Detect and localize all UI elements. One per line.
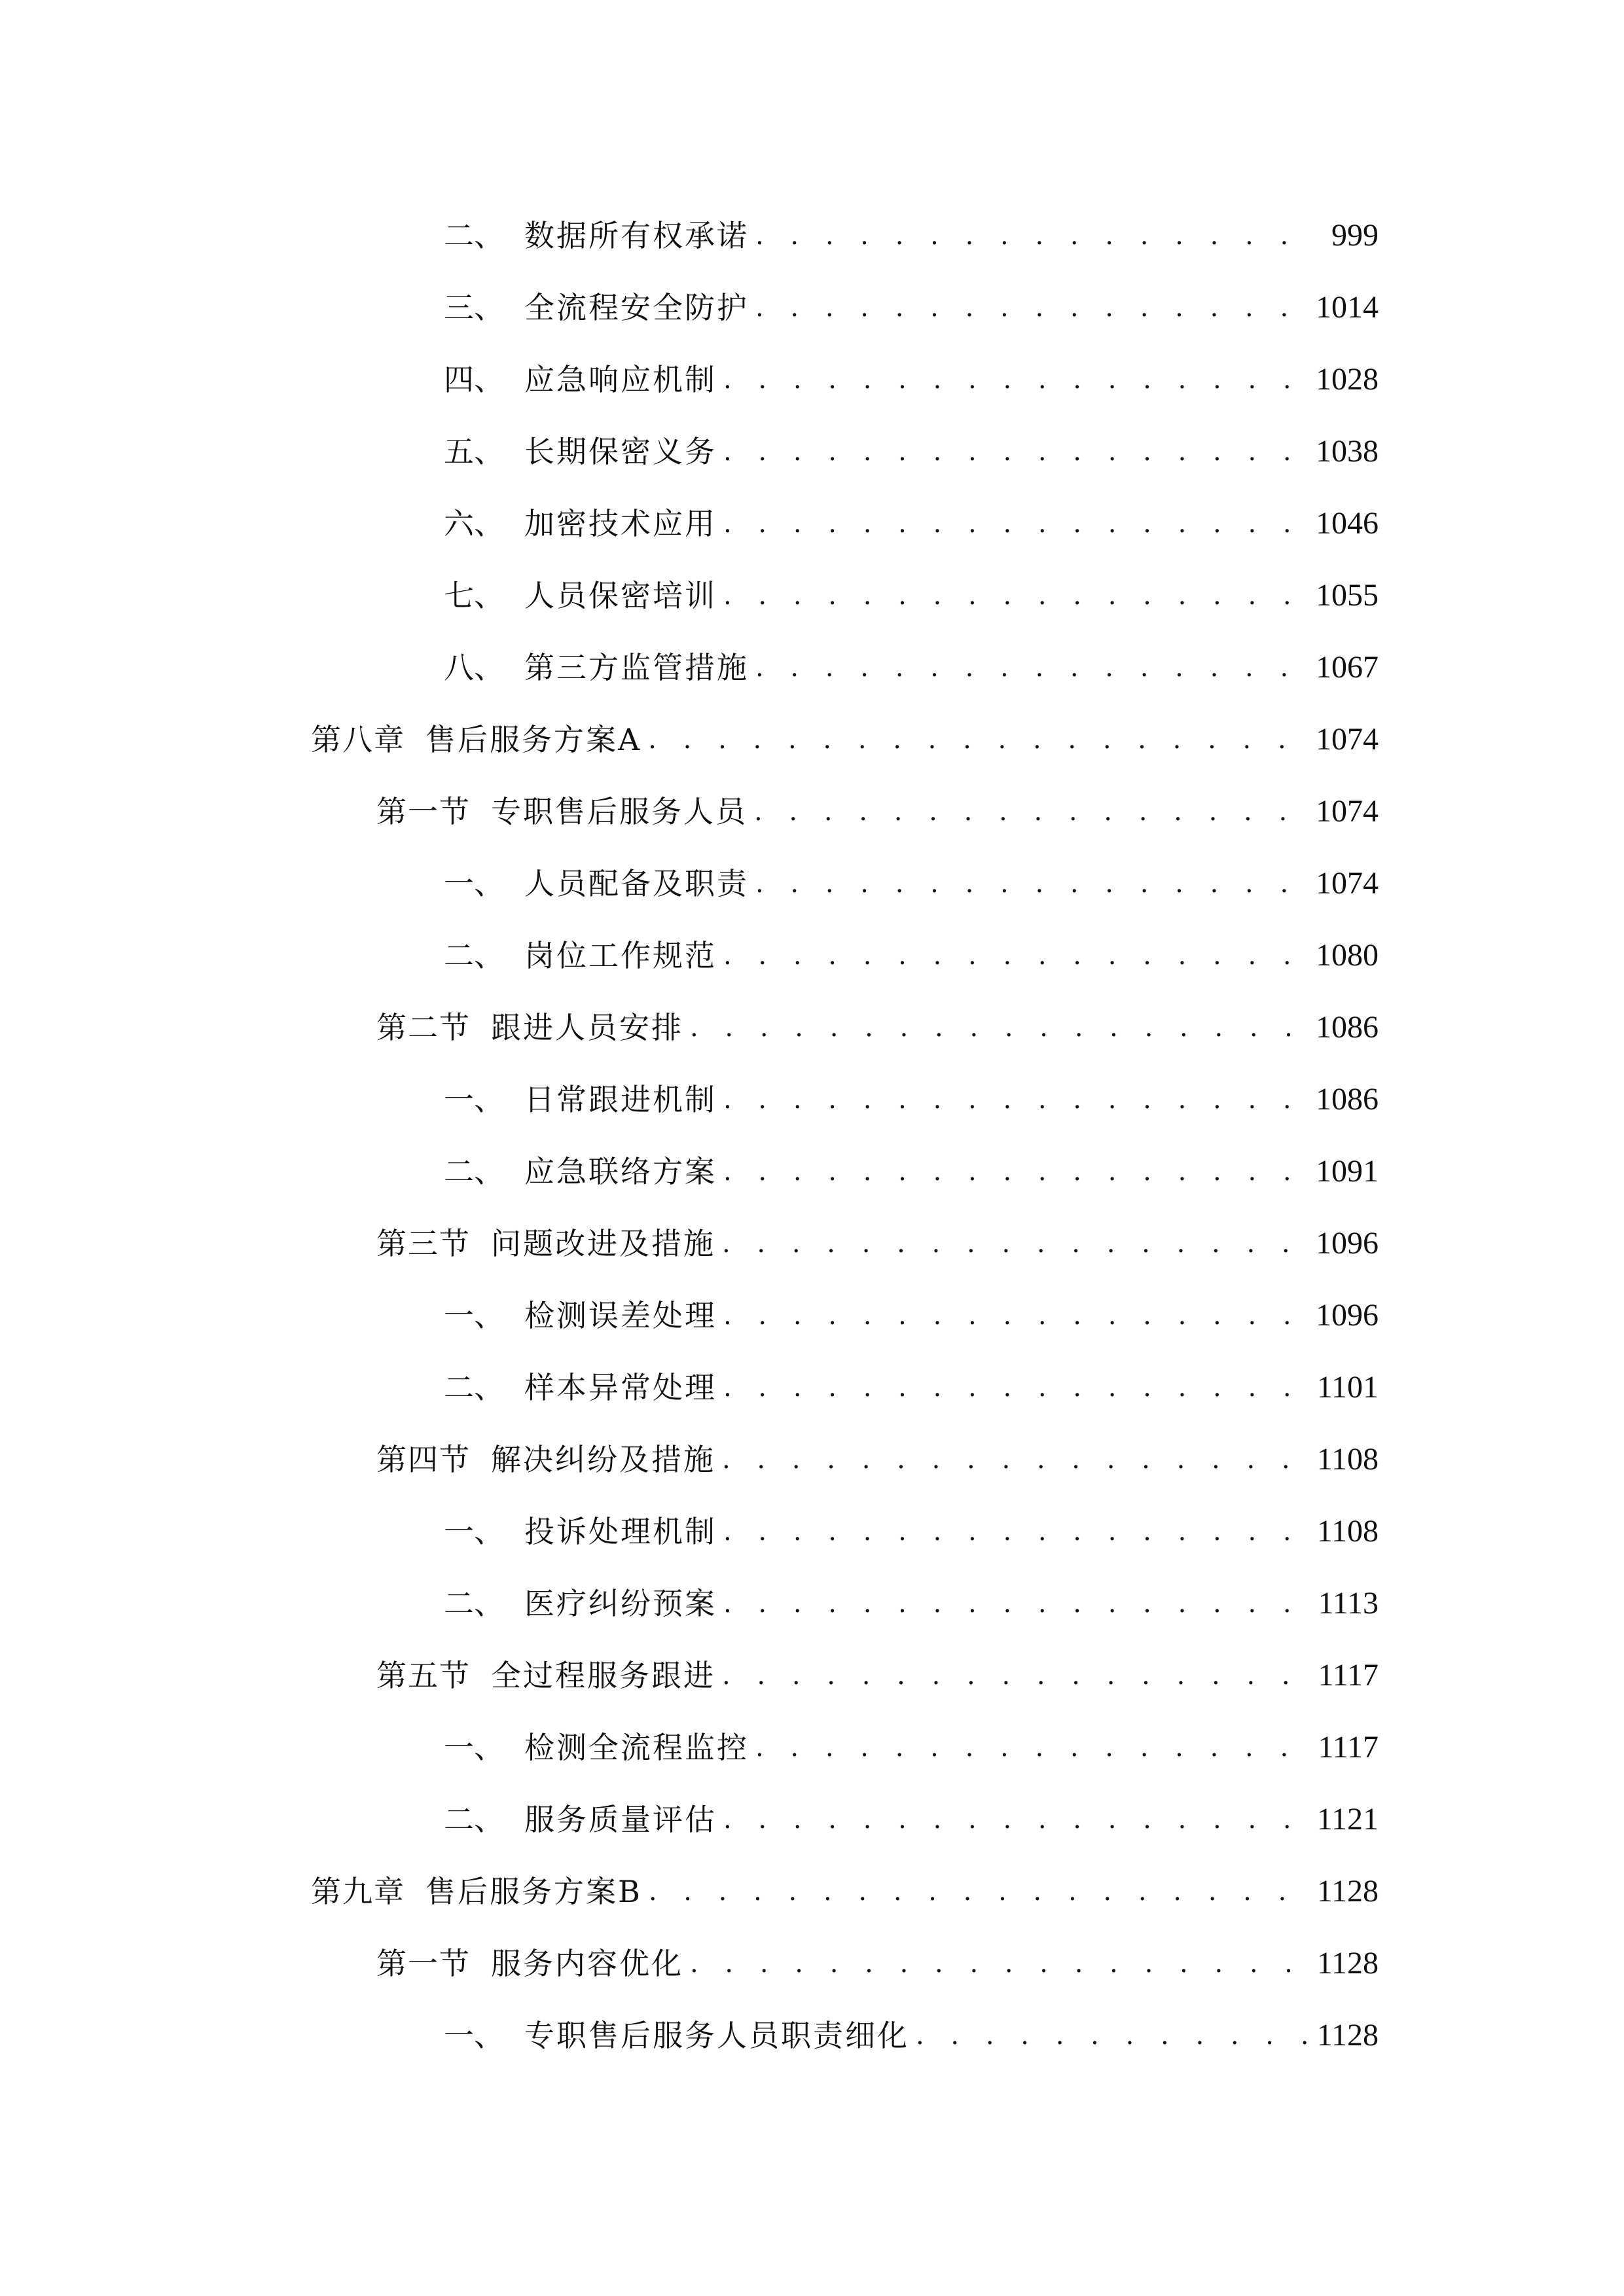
toc-entry-title: 解决纠纷及措施 (491, 1442, 715, 1477)
toc-entry[interactable] (0, 848, 1624, 920)
toc-entry[interactable] (0, 272, 1624, 344)
toc-entry-number: 第二节 (376, 1010, 471, 1045)
toc-entry-page: 1080 (1316, 938, 1379, 973)
toc-leader-dots (723, 560, 1309, 632)
toc-leader-dots (723, 920, 1309, 992)
toc-entry[interactable] (0, 200, 1624, 272)
toc-entry-title: 服务内容优化 (491, 1946, 683, 1981)
toc-entry-title: 人员保密培训 (524, 578, 717, 613)
toc-entry[interactable] (0, 1136, 1624, 1208)
toc-entry-page: 1055 (1316, 578, 1379, 613)
toc-entry-number: 六、 (444, 506, 504, 541)
toc-leader-dots (723, 416, 1309, 488)
toc-chapter-entry[interactable] (0, 704, 1624, 776)
toc-leader-dots (755, 632, 1309, 704)
toc-entry-number: 第三节 (376, 1226, 471, 1261)
toc-entry-title: 售后服务方案B (425, 1874, 642, 1909)
toc-section-entry[interactable] (0, 1424, 1624, 1496)
toc-entry-number: 一、 (444, 866, 504, 901)
toc-entry-page: 1086 (1316, 1082, 1379, 1117)
toc-entry-page: 999 (1331, 218, 1379, 253)
toc-entry-number: 二、 (444, 1154, 504, 1189)
toc-entry-title: 应急联络方案 (524, 1154, 717, 1189)
toc-entry-title: 问题改进及措施 (491, 1226, 715, 1261)
toc-entry-number: 二、 (444, 1586, 504, 1621)
toc-section-entry[interactable] (0, 1928, 1624, 2000)
toc-entry-title: 跟进人员安排 (491, 1010, 683, 1045)
toc-leader-dots (723, 1352, 1309, 1424)
toc-entry-page: 1091 (1316, 1154, 1379, 1189)
toc-entry-title: 全过程服务跟进 (491, 1658, 715, 1693)
toc-entry-number: 第九章 (311, 1874, 405, 1909)
toc-entry-page: 1074 (1316, 794, 1379, 829)
toc-entry-number: 一、 (444, 1082, 504, 1117)
toc-entry[interactable] (0, 1352, 1624, 1424)
toc-leader-dots (723, 1496, 1309, 1568)
toc-entry[interactable] (0, 1784, 1624, 1856)
toc-entry-title: 全流程安全防护 (524, 290, 749, 325)
toc-entry[interactable] (0, 1280, 1624, 1352)
toc-entry-page: 1117 (1318, 1658, 1379, 1693)
toc-leader-dots (723, 344, 1309, 416)
toc-entry-page: 1038 (1316, 434, 1379, 469)
toc-entry-page: 1128 (1316, 1946, 1379, 1981)
toc-entry[interactable] (0, 1064, 1624, 1136)
toc-entry-title: 长期保密义务 (524, 434, 717, 469)
toc-entry-title: 专职售后服务人员 (491, 794, 748, 829)
toc-entry-page: 1108 (1316, 1514, 1379, 1549)
toc-entry-number: 二、 (444, 938, 504, 973)
toc-entry-number: 七、 (444, 578, 504, 613)
toc-entry-page: 1101 (1316, 1370, 1379, 1405)
toc-entry-number: 四、 (444, 362, 504, 397)
toc-entry-title: 应急响应机制 (524, 362, 717, 397)
toc-section-entry[interactable] (0, 1640, 1624, 1712)
toc-section-entry[interactable] (0, 992, 1624, 1064)
toc-leader-dots (755, 1712, 1309, 1784)
toc-leader-dots (649, 1856, 1309, 1928)
toc-entry-number: 第一节 (376, 1946, 471, 1981)
toc-section-entry[interactable] (0, 776, 1624, 848)
toc-section-entry[interactable] (0, 1208, 1624, 1280)
toc-entry-page: 1086 (1316, 1010, 1379, 1045)
toc-entry-page: 1046 (1316, 506, 1379, 541)
toc-entry-number: 第一节 (376, 794, 471, 829)
toc-entry-title: 加密技术应用 (524, 506, 717, 541)
toc-entry-title: 投诉处理机制 (524, 1514, 717, 1549)
toc-entry[interactable] (0, 560, 1624, 632)
toc-entry-page: 1028 (1316, 362, 1379, 397)
toc-entry-title: 医疗纠纷预案 (524, 1586, 717, 1621)
toc-entry-number: 二、 (444, 1802, 504, 1837)
toc-entry-page: 1014 (1316, 290, 1379, 325)
toc-entry-page: 1067 (1316, 650, 1379, 685)
toc-leader-dots (755, 200, 1309, 272)
toc-leader-dots (723, 1784, 1309, 1856)
toc-entry-number: 八、 (444, 650, 504, 685)
toc-entry-number: 第八章 (311, 722, 405, 757)
toc-leader-dots (723, 1280, 1309, 1352)
toc-entry-number: 第五节 (376, 1658, 471, 1693)
toc-entry-page: 1074 (1316, 722, 1379, 757)
toc-entry-page: 1096 (1316, 1298, 1379, 1333)
toc-entry-number: 一、 (444, 2018, 504, 2053)
toc-entry-title: 第三方监管措施 (524, 650, 749, 685)
toc-leader-dots (722, 1208, 1309, 1280)
toc-entry-number: 三、 (444, 290, 504, 325)
toc-entry-page: 1108 (1316, 1442, 1379, 1477)
toc-entry-page: 1121 (1316, 1802, 1379, 1837)
toc-entry-number: 第四节 (376, 1442, 471, 1477)
toc-entry-title: 岗位工作规范 (524, 938, 717, 973)
toc-leader-dots (916, 2000, 1309, 2072)
toc-entry-title: 数据所有权承诺 (524, 218, 749, 253)
toc-entry-title: 检测误差处理 (524, 1298, 717, 1333)
toc-entry-title: 检测全流程监控 (524, 1730, 749, 1765)
toc-entry-number: 一、 (444, 1730, 504, 1765)
toc-leader-dots (754, 776, 1309, 848)
toc-entry-page: 1128 (1316, 2018, 1379, 2053)
toc-leader-dots (648, 704, 1309, 776)
toc-entry-page: 1113 (1318, 1586, 1379, 1621)
toc-entry[interactable] (0, 416, 1624, 488)
toc-entry-title: 样本异常处理 (524, 1370, 717, 1405)
toc-leader-dots (722, 1640, 1309, 1712)
toc-leader-dots (755, 272, 1309, 344)
toc-entry-title: 售后服务方案A (425, 722, 642, 757)
toc-entry-page: 1096 (1316, 1226, 1379, 1261)
toc-entry[interactable] (0, 488, 1624, 560)
toc-entry-page: 1128 (1316, 1874, 1379, 1909)
toc-entry-page: 1117 (1318, 1730, 1379, 1765)
toc-chapter-entry[interactable] (0, 1856, 1624, 1928)
toc-entry[interactable] (0, 344, 1624, 416)
table-of-contents (0, 200, 1624, 2072)
toc-entry[interactable] (0, 632, 1624, 704)
toc-leader-dots (690, 992, 1309, 1064)
toc-entry-title: 专职售后服务人员职责细化 (524, 2018, 909, 2053)
toc-entry-number: 五、 (444, 434, 504, 469)
toc-entry[interactable] (0, 920, 1624, 992)
toc-entry[interactable] (0, 2000, 1624, 2072)
toc-leader-dots (755, 848, 1309, 920)
toc-entry-number: 一、 (444, 1298, 504, 1333)
toc-entry[interactable] (0, 1712, 1624, 1784)
toc-entry-title: 日常跟进机制 (524, 1082, 717, 1117)
toc-entry[interactable] (0, 1496, 1624, 1568)
toc-entry-number: 一、 (444, 1514, 504, 1549)
toc-leader-dots (723, 1064, 1309, 1136)
toc-entry-page: 1074 (1316, 866, 1379, 901)
toc-leader-dots (723, 488, 1309, 560)
toc-leader-dots (722, 1424, 1309, 1496)
toc-entry-title: 服务质量评估 (524, 1802, 717, 1837)
toc-entry[interactable] (0, 1568, 1624, 1640)
toc-entry-title: 人员配备及职责 (524, 866, 749, 901)
toc-entry-number: 二、 (444, 1370, 504, 1405)
toc-leader-dots (690, 1928, 1309, 2000)
toc-entry-number: 二、 (444, 218, 504, 253)
toc-leader-dots (723, 1568, 1309, 1640)
toc-leader-dots (723, 1136, 1309, 1208)
